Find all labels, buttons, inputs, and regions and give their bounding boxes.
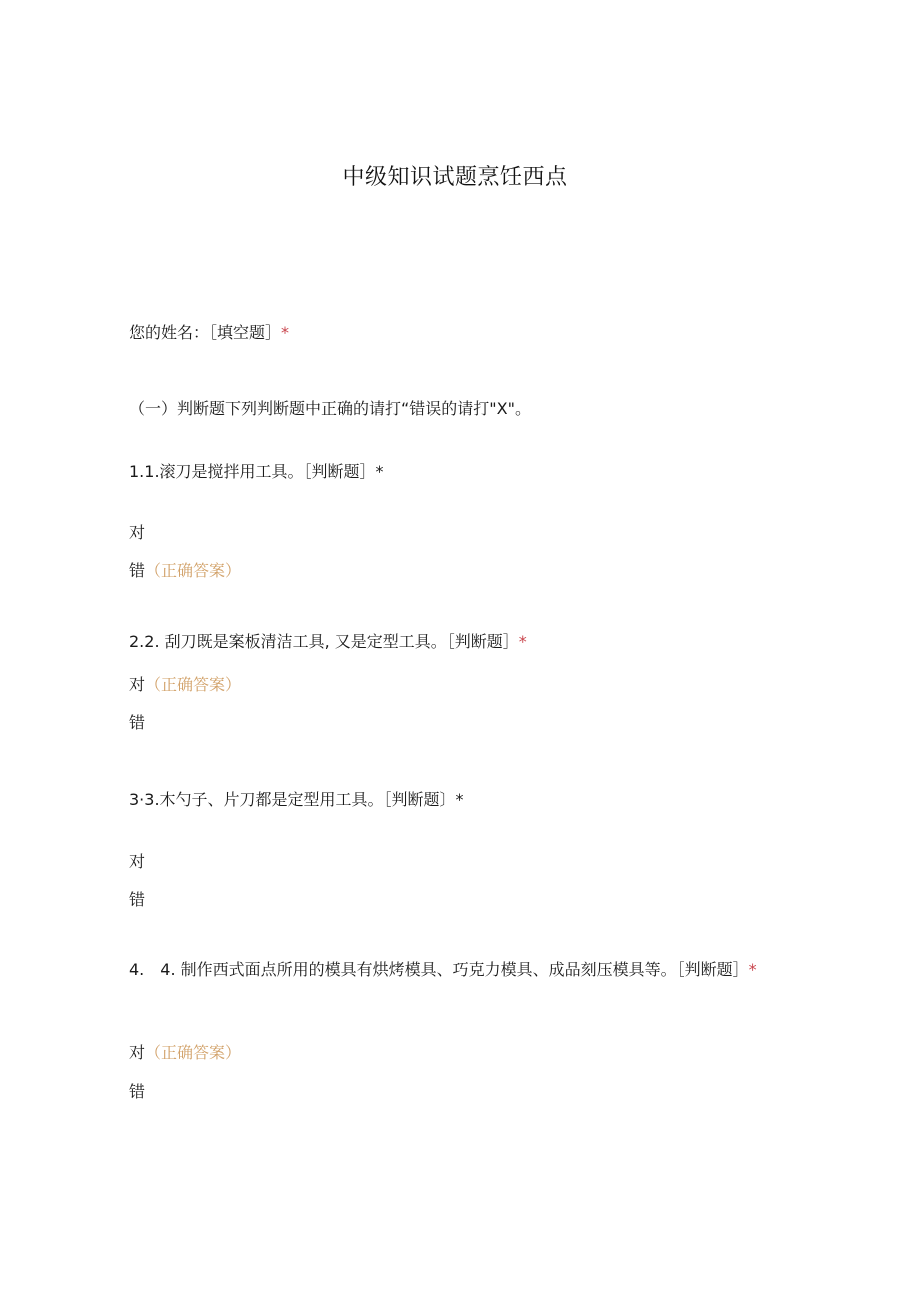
question-1-option-true[interactable] xyxy=(129,522,145,544)
required-mark: * xyxy=(518,632,527,651)
option-label: 错 xyxy=(129,713,146,732)
required-mark: * xyxy=(748,960,757,979)
question-3-text: 3·3.木勺子、片刀都是定型用工具。［判断题〕 xyxy=(129,790,456,809)
required-mark: * xyxy=(375,462,384,481)
option-label: 对 xyxy=(129,852,146,871)
question-1-option-false[interactable] xyxy=(129,560,241,582)
question-3-option-true[interactable] xyxy=(129,851,145,873)
name-question xyxy=(129,322,289,344)
question-3-title xyxy=(129,789,464,811)
correct-answer-note: （正确答案） xyxy=(145,1043,242,1062)
question-4-title xyxy=(129,951,769,989)
question-1-text: 1.1.滚刀是搅拌用工具。［判断题］ xyxy=(129,462,376,481)
correct-answer-note: （正确答案） xyxy=(145,675,242,694)
option-label: 错 xyxy=(129,561,146,580)
option-label: 对 xyxy=(129,523,146,542)
correct-answer-note: （正确答案） xyxy=(145,561,242,580)
question-4-text: 4. 4. 制作西式面点所用的模具有烘烤模具、巧克力模具、成品刻压模具等。［判断题］ xyxy=(129,960,749,979)
option-label: 错 xyxy=(129,890,146,909)
question-2-option-false[interactable] xyxy=(129,712,145,734)
required-mark: * xyxy=(281,323,290,342)
option-label: 对 xyxy=(129,1043,146,1062)
question-1-title xyxy=(129,461,384,483)
question-4-option-false[interactable] xyxy=(129,1081,145,1103)
question-2-option-true[interactable] xyxy=(129,674,241,696)
question-2-title xyxy=(129,631,527,653)
question-2-text: 2.2. 刮刀既是案板清洁工具, 又是定型工具。［判断题］ xyxy=(129,632,519,651)
question-4-option-true[interactable] xyxy=(129,1042,241,1064)
page-title: 中级知识试题烹饪西点 xyxy=(342,165,568,190)
option-label: 错 xyxy=(129,1082,146,1101)
name-question-label: 您的姓名：［填空题］ xyxy=(129,323,282,342)
section-heading: （一）判断题下列判断题中正确的请打“错误的请打"X"。 xyxy=(129,399,531,418)
required-mark: * xyxy=(455,790,464,809)
option-label: 对 xyxy=(129,675,146,694)
question-3-option-false[interactable] xyxy=(129,889,145,911)
